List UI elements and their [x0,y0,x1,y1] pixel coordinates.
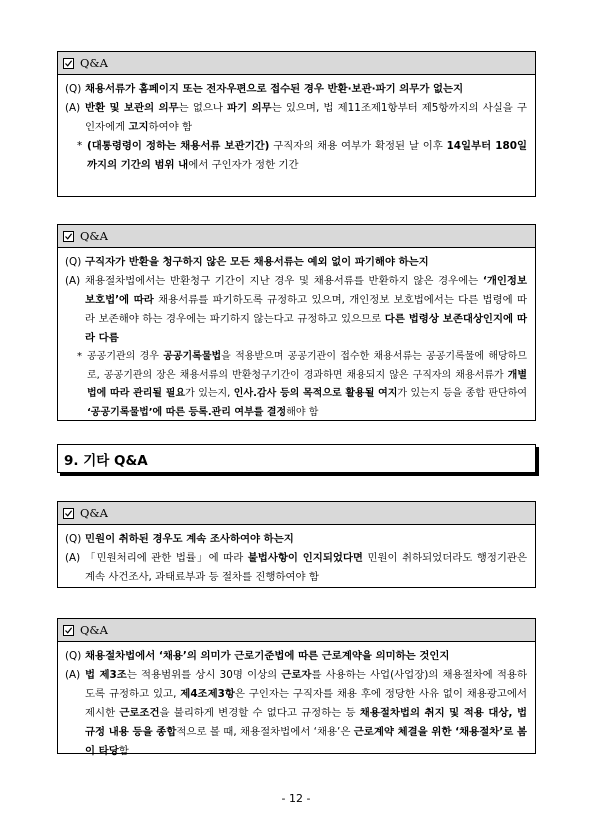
qa-box-4 [57,618,536,757]
answer-label: (A) [65,275,81,287]
emphasis-text: 고지 [128,121,149,133]
note-row [65,348,527,422]
emphasis-text: 14일부터 180일까지의 기간의 범위 내 [87,140,527,171]
text-segment: 을 불리하게 변경할 수 없다고 규정하는 등 [159,707,360,719]
answer-text [85,549,527,587]
text-segment: 적으로 볼 때, 채용절차법에서 ‘채용’은 [176,726,354,738]
text-segment: 민원이 취하되었더라도 행정기관은 계속 사건조사, 과태료부과 등 절차를 진행하여야 함 [85,552,527,583]
text-segment: 「민원처리에 관한 법률」에 따라 [85,552,248,564]
text-segment: 는 적용범위를 상시 30명 이상의 [126,669,282,681]
question-text: 채용절차법에서 ‘채용’의 의미가 근로기준법에 따른 근로계약을 의미하는 것인지 [85,650,450,662]
question-row [65,253,527,272]
text-segment: 채용서류를 파기하도록 규정하고 있으며, 개인정보 보호법에서는 다른 법령에 따라 보존해야 하는 경우에는 파기하지 않는다고 규정하고 있으므로 [85,294,527,325]
question-text: 채용서류가 홈페이지 또는 전자우편으로 접수된 경우 반환·보관·파기 의무가 없는지 [85,83,464,95]
qa-box-header-label: Q&A [80,229,108,243]
text-segment: 공공기관의 경우 [87,351,164,362]
question-label: (Q) [65,256,82,268]
note-row [65,137,527,175]
text-segment: 를 사용하는 사업(사업장)의 채용절차에 적용하도록 규정하고 있고, [85,669,527,700]
answer-row [65,666,527,761]
checkbox-icon [63,231,74,242]
answer-text [85,272,527,348]
qa-box-header [58,52,535,75]
emphasis-text: 제4조제3항 [180,688,235,700]
answer-label: (A) [65,102,81,114]
text-segment: 는 없으나 [178,102,228,114]
emphasis-text: 로 봄이 타당 [85,726,528,757]
question-label: (Q) [65,533,82,545]
qa-box-header-label: Q&A [80,623,108,637]
answer-label: (A) [65,669,81,681]
question-row [65,647,527,666]
qa-box-header-label: Q&A [80,506,108,520]
qa-box-header [58,225,535,248]
checkbox-icon [63,58,74,69]
qa-box-3 [57,501,536,588]
emphasis-text: 근로조건 [119,707,160,719]
section-heading: 9. 기타 Q&A [57,444,536,473]
qa-box-header [58,619,535,642]
note-mark: * [77,140,83,152]
text-segment: 채용절차법에서는 반환청구 기간이 지난 경우 및 채용서류를 반환하지 않은 경우에는 [85,275,483,287]
emphasis-text: 다른 법령상 보존대상인지에 따라 다름 [85,313,527,344]
answer-row [65,99,527,137]
qa-box-header [58,502,535,525]
answer-row [65,272,527,348]
answer-row [65,549,527,587]
note-mark: * [77,351,82,362]
emphasis-text: 채용절차법의 취지 및 적용 대상, 법 규정 내용 등을 종합 [85,707,527,738]
text-segment: 함 [118,745,129,757]
note-text [87,137,527,175]
emphasis-text: 반환 및 보관의 의무 [85,102,179,114]
checkbox-icon [63,508,74,519]
qa-box-1 [57,51,536,197]
emphasis-text: 법 제3조 [85,669,127,681]
text-segment: 는 있으며, 법 제11조제1항부터 제5항까지의 사실을 구인자에게 [85,102,527,133]
emphasis-text: 인사.감사 등의 목적으로 활용될 여지 [233,388,398,399]
text-segment: 해야 함 [286,406,319,418]
text-segment: 가 있는지 등을 종합 판단하여 [397,388,528,399]
text-segment: 에서 구인자가 정한 기간 [188,159,299,171]
emphasis-text: 파기 의무 [227,102,272,114]
answer-label: (A) [65,552,81,564]
answer-text [85,99,527,137]
question-row [65,530,527,549]
emphasis-text: 개별법에 따라 관리될 필요 [87,369,527,399]
emphasis-text: ‘공공기록물법’에 따른 등록.관리 여부를 결정 [87,406,287,418]
emphasis-text: 근로계약 체결을 위한 ‘채용절차’ [353,726,504,738]
emphasis-text: 공공기록물법 [163,351,222,362]
qa-box-2 [57,224,536,421]
emphasis-text: (대통령령이 정하는 채용서류 보관기간) [87,140,270,152]
question-text: 민원이 취하된 경우도 계속 조사하여야 하는지 [85,533,294,545]
text-segment: 구직자의 채용 여부가 확정된 날 이후 [269,140,447,152]
question-row [65,80,527,99]
question-label: (Q) [65,650,82,662]
note-text [87,348,527,422]
emphasis-text: 불법사항이 인지되었다면 [247,552,363,564]
text-segment: 은 구인자는 구직자를 채용 후에 정당한 사유 없이 채용광고에서 제시한 [85,688,527,719]
text-segment: 을 적용받으며 공공기관이 접수한 채용서류는 공공기록물에 해당하므로, 공공기관의 장은 채용서류의 반환청구기간이 경과하면 채용되지 않은 구직자의 채용서류가 [87,351,527,381]
page-number: - 12 - [281,792,311,805]
text-segment: 가 있는지, [185,388,234,399]
question-label: (Q) [65,83,82,95]
emphasis-text: 근로자 [281,669,312,681]
qa-box-header-label: Q&A [80,56,108,70]
emphasis-text: ‘개인정보 보호법’에 따라 [85,275,527,306]
question-text: 구직자가 반환을 청구하지 않은 모든 채용서류는 예외 없이 파기해야 하는지 [85,256,429,268]
text-segment: 하여야 함 [148,121,192,133]
answer-text [85,666,527,761]
checkbox-icon [63,625,74,636]
